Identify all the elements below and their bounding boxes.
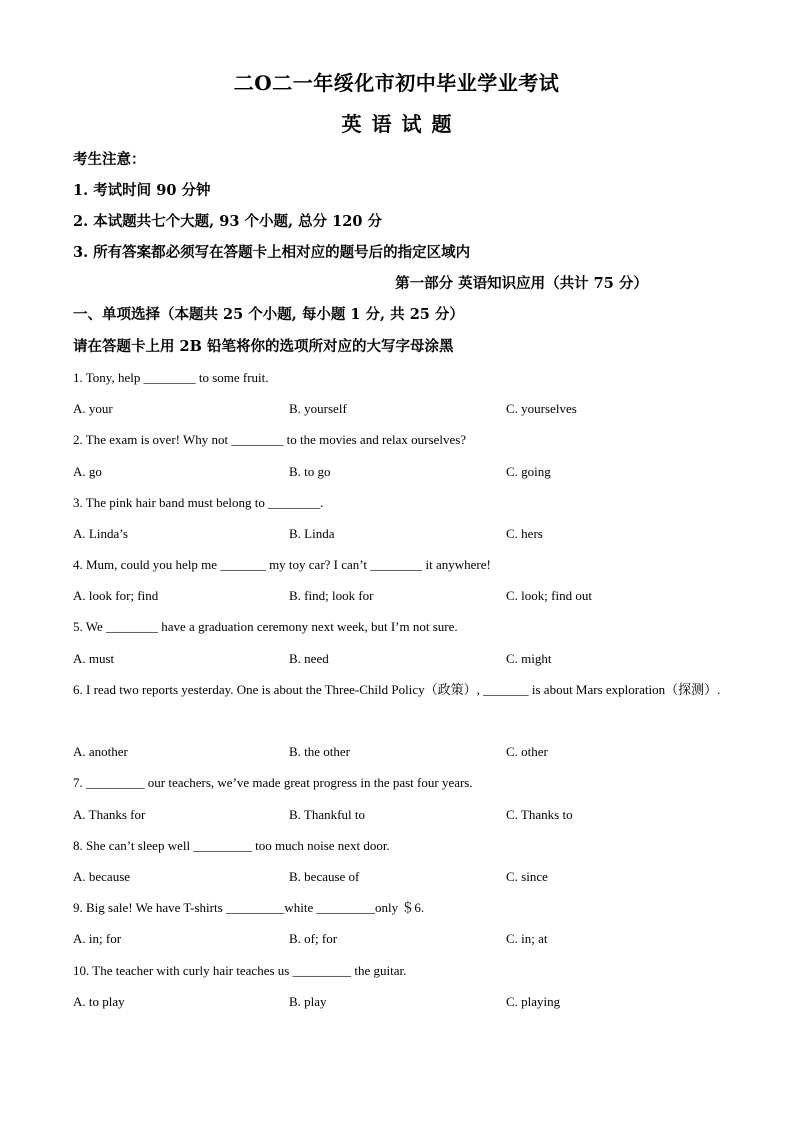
notice-heading: 考生注意：	[73, 151, 146, 168]
question-stem: 10. The teacher with curly hair teaches us _________ the guitar.	[73, 963, 407, 978]
option-a: A. Thanks for	[73, 807, 146, 822]
option-c: C. other	[506, 744, 548, 759]
option-a: A. Linda’s	[73, 526, 128, 541]
option-b: B. need	[289, 651, 329, 666]
option-c: C. going	[506, 464, 551, 479]
option-c: C. hers	[506, 526, 543, 541]
section-instruction: 请在答题卡上用 2B 铅笔将你的选项所对应的大写字母涂黑	[73, 338, 454, 355]
option-b: B. Linda	[289, 526, 335, 541]
option-c: C. Thanks to	[506, 807, 573, 822]
option-b: B. the other	[289, 744, 351, 759]
question-stem: 2. The exam is over! Why not ________ to the movies and relax ourselves?	[73, 432, 467, 447]
option-b: B. of; for	[289, 931, 338, 946]
option-a: A. must	[73, 651, 115, 666]
exam-title: 二O二一年绥化市初中毕业学业考试	[233, 71, 560, 95]
exam-subtitle: 英语试题	[341, 112, 462, 136]
option-b: B. find; look for	[289, 588, 374, 603]
question-stem: 8. She can’t sleep well _________ too much noise next door.	[73, 838, 390, 853]
option-a: A. your	[73, 401, 113, 416]
option-a: A. in; for	[73, 931, 122, 946]
part-title: 第一部分 英语知识应用（共计 75 分）	[395, 275, 648, 292]
option-a: A. to play	[73, 994, 125, 1009]
question-stem: 9. Big sale! We have T-shirts _________white _________only ＄6.	[73, 900, 425, 915]
option-c: C. since	[506, 869, 548, 884]
option-b: B. yourself	[289, 401, 347, 416]
option-b: B. to go	[289, 464, 331, 479]
option-b: B. because of	[289, 869, 360, 884]
option-a: A. go	[73, 464, 102, 479]
option-b: B. Thankful to	[289, 807, 365, 822]
option-c: C. playing	[506, 994, 561, 1009]
notice-item: 1. 考试时间 90 分钟	[73, 182, 211, 199]
question-stem: 4. Mum, could you help me _______ my toy car? I can’t ________ it anywhere!	[73, 557, 491, 572]
option-c: C. in; at	[506, 931, 548, 946]
question-stem: 1. Tony, help ________ to some fruit.	[73, 370, 269, 385]
question-stem: 5. We ________ have a graduation ceremony next week, but I’m not sure.	[73, 619, 458, 634]
section-title: 一、单项选择（本题共 25 个小题, 每小题 1 分, 共 25 分）	[73, 306, 464, 323]
option-c: C. might	[506, 651, 552, 666]
option-c: C. yourselves	[506, 401, 577, 416]
option-a: A. look for; find	[73, 588, 159, 603]
option-b: B. play	[289, 994, 327, 1009]
question-stem: 6. I read two reports yesterday. One is about the Three-Child Policy（政策）, _______ is about Mars exploration（探测）.	[73, 682, 721, 697]
notice-item: 2. 本试题共七个大题, 93 个小题, 总分 120 分	[73, 213, 382, 230]
notice-item: 3. 所有答案都必须写在答题卡上相对应的题号后的指定区域内	[73, 244, 471, 261]
question-stem: 3. The pink hair band must belong to ________.	[73, 495, 324, 510]
option-c: C. look; find out	[506, 588, 592, 603]
option-a: A. because	[73, 869, 131, 884]
option-a: A. another	[73, 744, 128, 759]
question-stem: 7. _________ our teachers, we’ve made great progress in the past four years.	[73, 775, 473, 790]
